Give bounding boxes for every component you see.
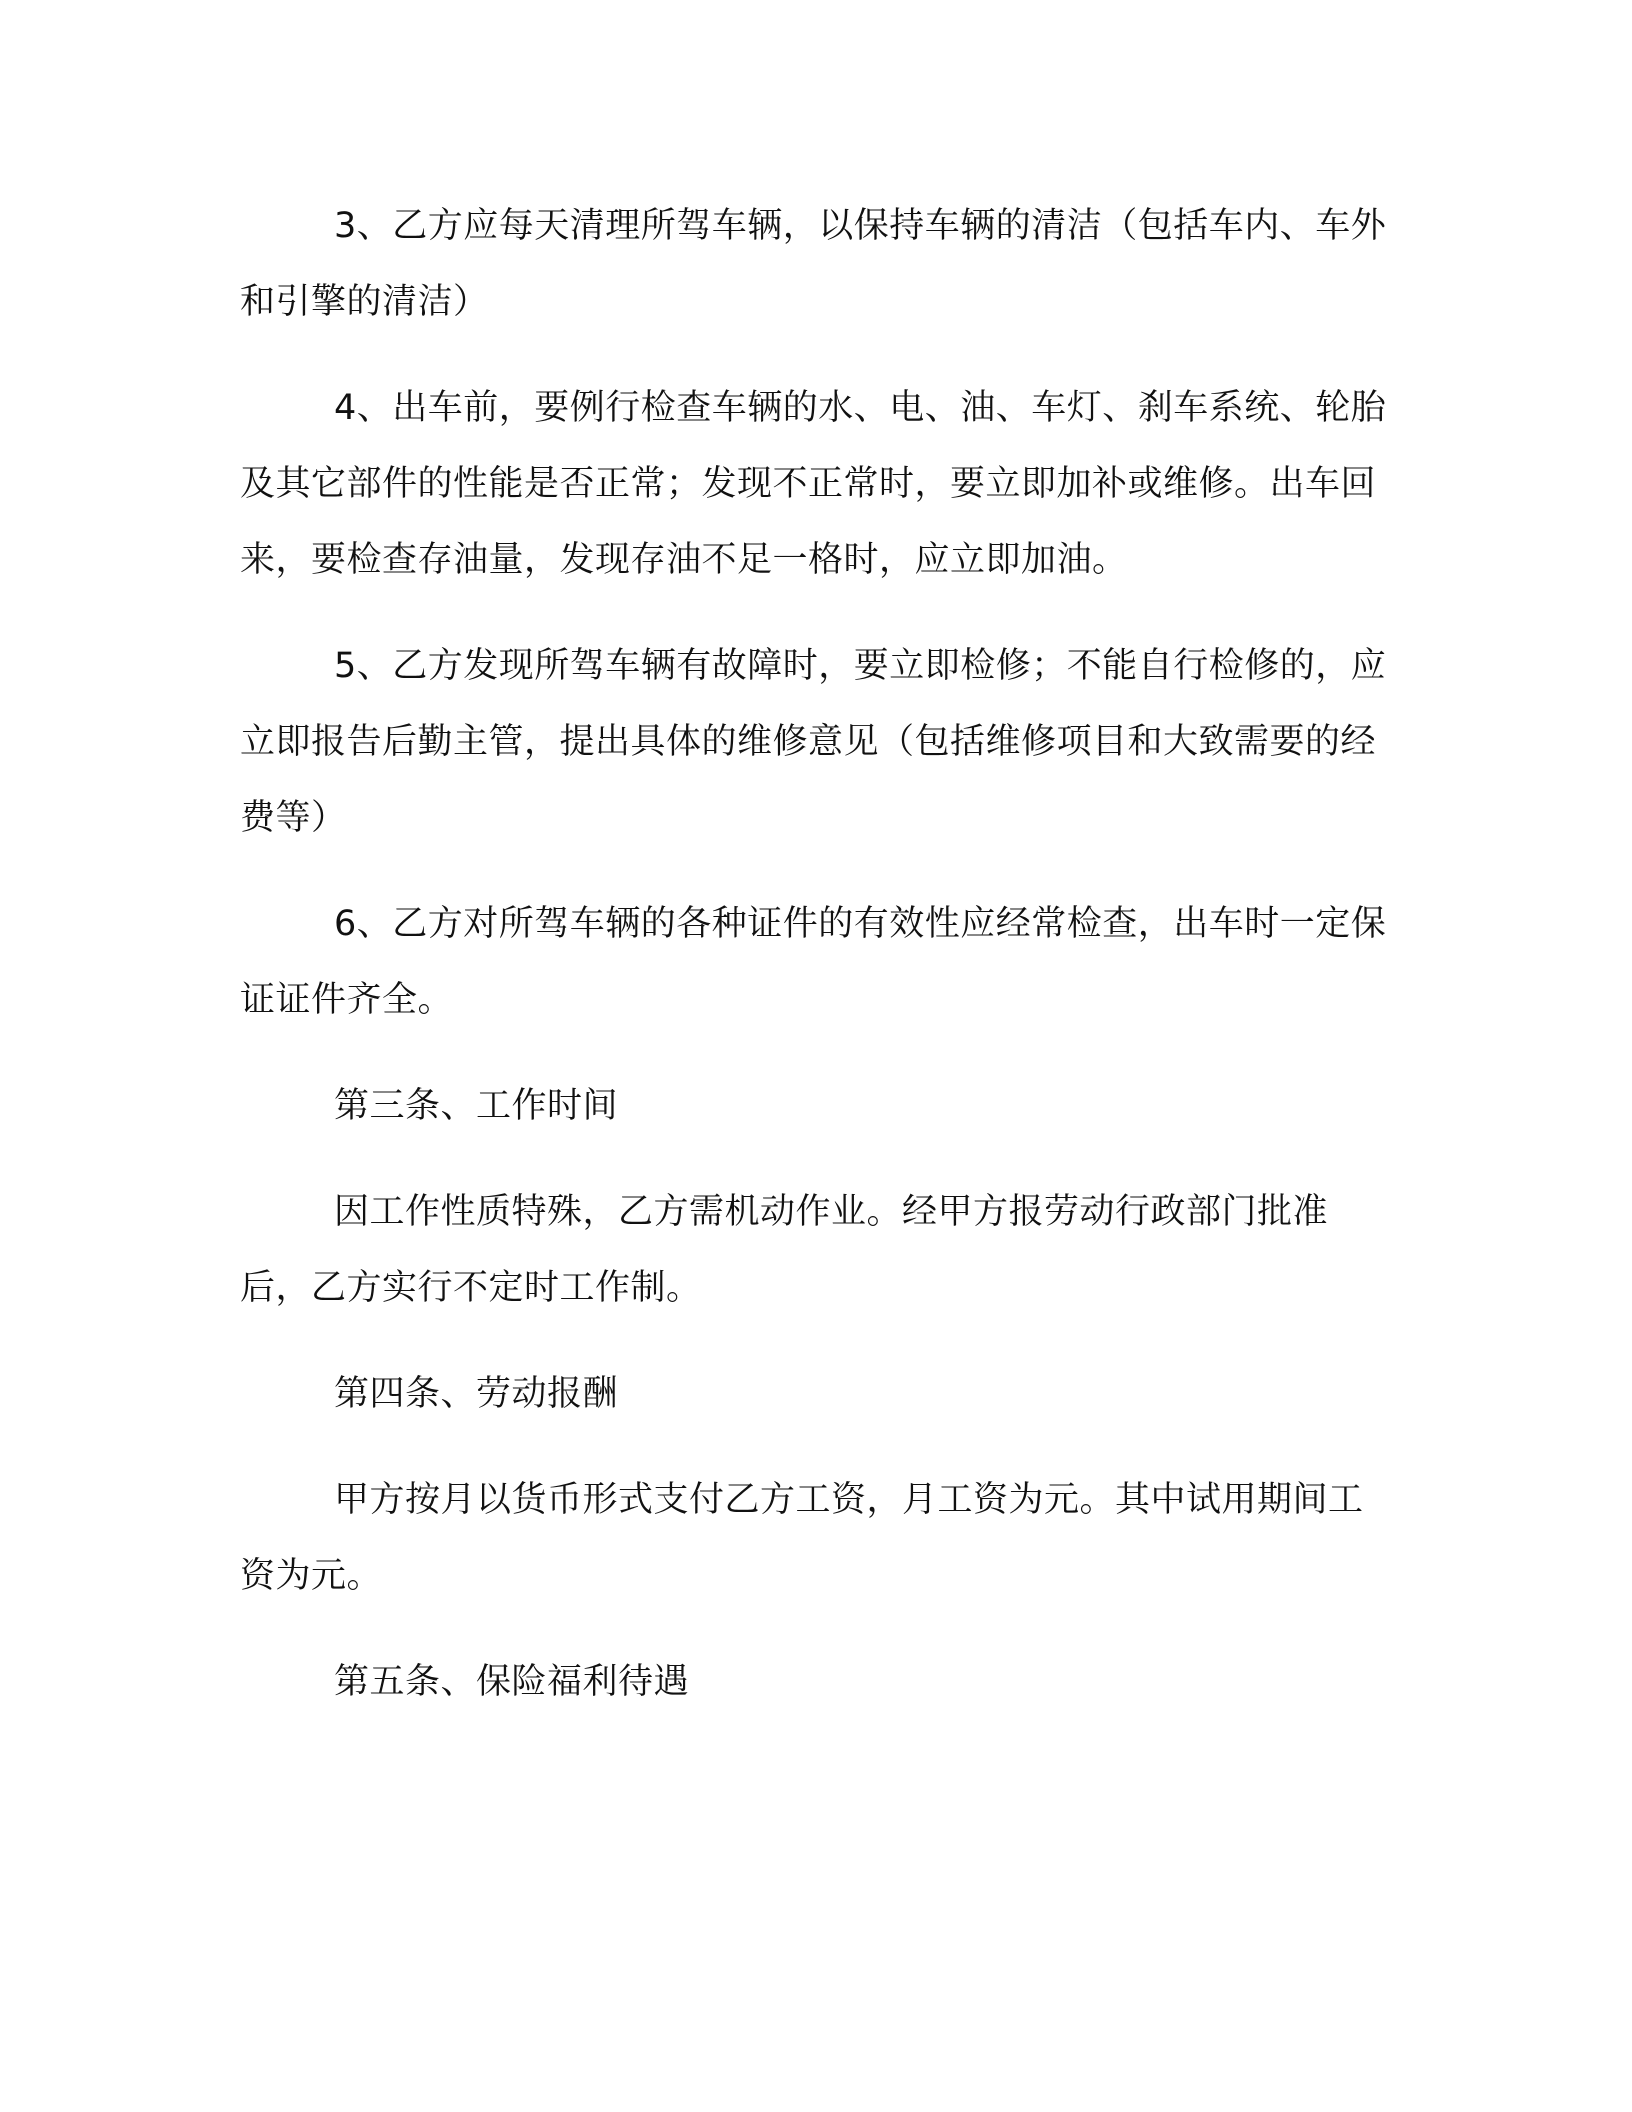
paragraph-spacer [240,1326,1390,1356]
paragraph-item-3: 3、乙方应每天清理所驾车辆，以保持车辆的清洁（包括车内、车外和引擎的清洁） [240,206,1387,322]
paragraph-item-5: 5、乙方发现所驾车辆有故障时，要立即检修；不能自行检修的，应立即报告后勤主管，提出具体的维修意见（包括维修项目和大致需要的经费等） [240,646,1387,838]
paragraph-item-4: 4、出车前，要例行检查车辆的水、电、油、车灯、刹车系统、轮胎及其它部件的性能是否正常；发现不正常时，要立即加补或维修。出车回来，要检查存油量，发现存油不足一格时，应立即加油。 [240,388,1387,580]
paragraph-remuneration: 甲方按月以货币形式支付乙方工资，月工资为元。其中试用期间工资为元。 [240,1480,1364,1596]
section-heading-article-5: 第五条、保险福利待遇 [334,1662,690,1702]
paragraph-item-6: 6、乙方对所驾车辆的各种证件的有效性应经常检查，出车时一定保证证件齐全。 [240,904,1387,1020]
paragraph-work-hours: 因工作性质特殊，乙方需机动作业。经甲方报劳动行政部门批准后，乙方实行不定时工作制。 [240,1192,1329,1308]
section-heading-article-3: 第三条、工作时间 [334,1086,619,1126]
paragraph-spacer [240,1432,1390,1462]
paragraph-spacer [240,1614,1390,1644]
document-body [240,188,1390,1720]
paragraph-spacer [240,1038,1390,1068]
paragraph-spacer [240,1144,1390,1174]
section-heading-article-4: 第四条、劳动报酬 [334,1374,619,1414]
paragraph-spacer [240,340,1390,370]
paragraph-spacer [240,598,1390,628]
paragraph-spacer [240,856,1390,886]
